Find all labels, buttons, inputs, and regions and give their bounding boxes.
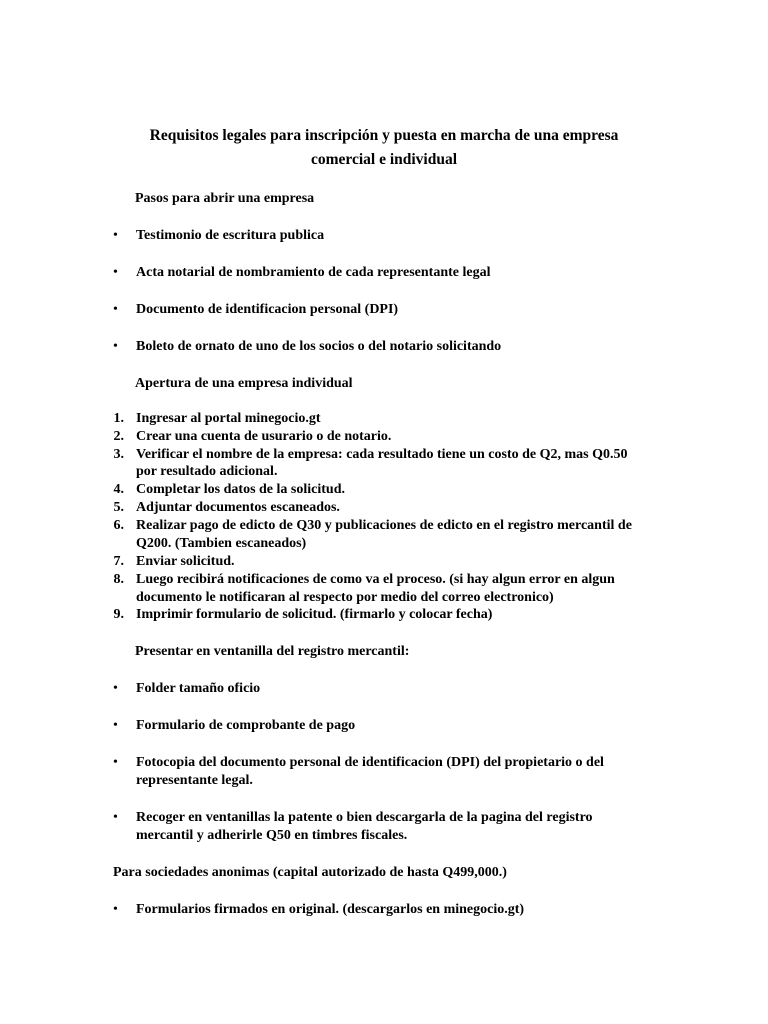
list-number: 8. <box>113 572 124 587</box>
list-item: Formularios firmados en original. (descargarlos en minegocio.gt) <box>136 902 525 917</box>
title-line-1: Requisitos legales para inscripción y puesta en marcha de una empresa <box>149 127 619 144</box>
list-item: Folder tamaño oficio <box>136 681 261 696</box>
bullet-icon: • <box>113 265 118 280</box>
list-item: Crear una cuenta de usurario o de notario. <box>136 429 392 444</box>
section-heading-ventanilla: Presentar en ventanilla del registro mercantil: <box>135 644 410 659</box>
list-item: Boleto de ornato de uno de los socios o del notario solicitando <box>136 339 502 354</box>
list-number: 7. <box>113 554 124 569</box>
list-item-continuation: documento le notificaran al respecto por medio del correo electronico) <box>136 590 554 605</box>
bullet-icon: • <box>113 810 118 825</box>
list-item: Realizar pago de edicto de Q30 y publicaciones de edicto en el registro mercantil de <box>136 518 632 533</box>
list-item: Testimonio de escritura publica <box>136 228 325 243</box>
section-heading-sociedades: Para sociedades anonimas (capital autorizado de hasta Q499,000.) <box>113 865 507 880</box>
list-item: Ingresar al portal minegocio.gt <box>136 411 321 426</box>
bullet-icon: • <box>113 228 118 243</box>
list-number: 3. <box>113 447 124 462</box>
list-item-continuation: Q200. (Tambien escaneados) <box>136 536 307 551</box>
section-heading-pasos: Pasos para abrir una empresa <box>135 191 315 206</box>
list-number: 5. <box>113 500 124 515</box>
list-item: Adjuntar documentos escaneados. <box>136 500 340 515</box>
list-item: Fotocopia del documento personal de identificacion (DPI) del propietario o del <box>136 755 604 770</box>
list-item: Luego recibirá notificaciones de como va el proceso. (si hay algun error en algun <box>136 572 615 587</box>
bullet-icon: • <box>113 339 118 354</box>
bullet-icon: • <box>113 302 118 317</box>
bullet-icon: • <box>113 681 118 696</box>
list-number: 2. <box>113 429 124 444</box>
list-item: Imprimir formulario de solicitud. (firmarlo y colocar fecha) <box>136 607 493 622</box>
list-item: Formulario de comprobante de pago <box>136 718 356 733</box>
title-line-2: comercial e individual <box>310 151 458 168</box>
list-number: 6. <box>113 518 124 533</box>
list-item-continuation: representante legal. <box>136 773 253 788</box>
list-item: Completar los datos de la solicitud. <box>136 482 345 497</box>
list-number: 9. <box>113 607 124 622</box>
page-title <box>90 124 678 172</box>
bullet-icon: • <box>113 755 118 770</box>
list-item: Recoger en ventanillas la patente o bien descargarla de la pagina del registro <box>136 810 593 825</box>
bullet-icon: • <box>113 718 118 733</box>
section-heading-apertura: Apertura de una empresa individual <box>135 376 353 391</box>
list-item-continuation: mercantil y adherirle Q50 en timbres fiscales. <box>136 828 408 843</box>
bullet-icon: • <box>113 902 118 917</box>
list-item: Acta notarial de nombramiento de cada representante legal <box>136 265 491 280</box>
list-number: 4. <box>113 482 124 497</box>
list-item: Verificar el nombre de la empresa: cada resultado tiene un costo de Q2, mas Q0.50 <box>136 447 628 462</box>
list-item: Documento de identificacion personal (DPI) <box>136 302 399 317</box>
list-item: Enviar solicitud. <box>136 554 235 569</box>
list-item-continuation: por resultado adicional. <box>136 464 278 479</box>
list-number: 1. <box>113 411 124 426</box>
